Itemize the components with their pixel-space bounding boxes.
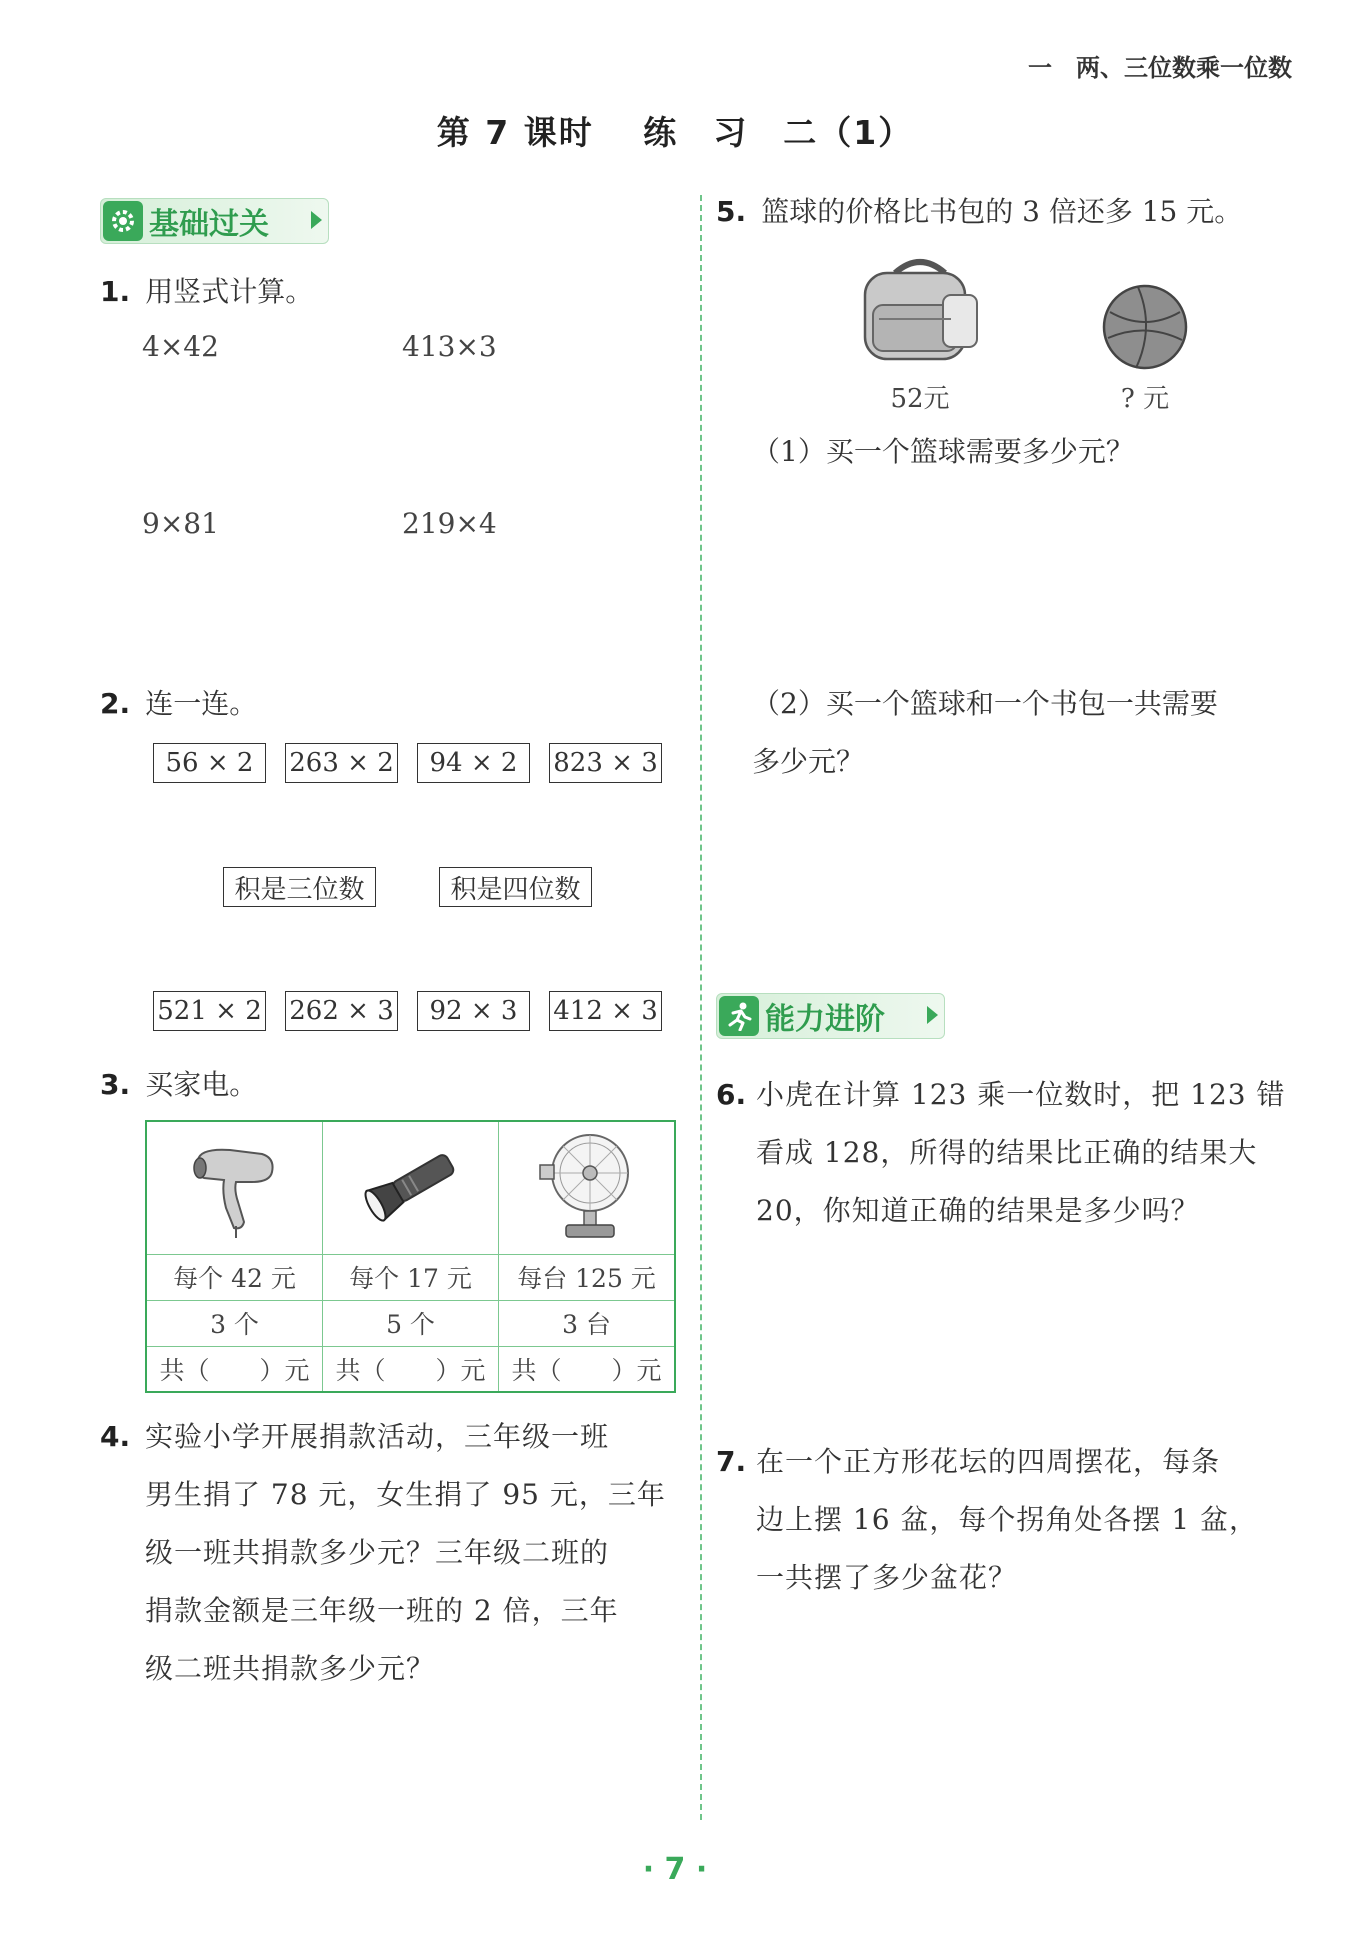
text-line: 20，你知道正确的结果是多少吗？ — [756, 1194, 1200, 1227]
calc-item: 413×3 — [402, 330, 497, 363]
lesson-name: 练 习 二（1） — [643, 113, 914, 152]
price-cell: 每台 125 元 — [499, 1254, 676, 1300]
question-6-text — [756, 1066, 1316, 1240]
appliance-table — [145, 1120, 676, 1393]
sub-question-2-line-2: 多少元？ — [752, 745, 865, 778]
expression-box[interactable]: 412 × 3 — [549, 991, 662, 1031]
question-text: 连一连。 — [145, 687, 258, 720]
question-number: 5. — [716, 195, 747, 228]
page-number: · 7 · — [642, 1852, 708, 1887]
total-answer-cell[interactable]: 共（ ）元 — [323, 1346, 499, 1392]
expression-box[interactable]: 521 × 2 — [153, 991, 266, 1031]
sub-question-2-line-1: （2）买一个篮球和一个书包一共需要 — [752, 687, 1218, 720]
gear-icon — [103, 201, 143, 241]
text-line: 捐款金额是三年级一班的 2 倍，三年 — [145, 1594, 619, 1627]
product-cell — [499, 1121, 676, 1254]
question-text: 篮球的价格比书包的 3 倍还多 15 元。 — [761, 195, 1243, 228]
expression-box[interactable]: 94 × 2 — [417, 743, 530, 783]
quantity-cell: 3 台 — [499, 1300, 676, 1346]
text-line: 在一个正方形花坛的四周摆花，每条 — [756, 1445, 1221, 1478]
expression-box[interactable]: 823 × 3 — [549, 743, 662, 783]
question-3 — [100, 1063, 257, 1103]
expression-box[interactable]: 262 × 3 — [285, 991, 398, 1031]
price-row — [146, 1254, 675, 1300]
question-number: 1. — [100, 275, 131, 308]
lesson-number: 第 7 课时 — [436, 113, 594, 152]
quantity-row — [146, 1300, 675, 1346]
section-tag-advanced-label: 能力进阶 — [765, 1002, 885, 1037]
hair-dryer-icon — [180, 1130, 290, 1240]
question-text: 买家电。 — [145, 1068, 258, 1101]
text-line: 级一班共捐款多少元？三年级二班的 — [145, 1536, 610, 1569]
chapter-header: 一 两、三位数乘一位数 — [1028, 54, 1292, 82]
text-line: 看成 128，所得的结果比正确的结果大 — [756, 1136, 1258, 1169]
question-number: 2. — [100, 687, 131, 720]
expression-box[interactable]: 56 × 2 — [153, 743, 266, 783]
question-5 — [716, 190, 1242, 230]
question-7-text — [756, 1433, 1316, 1607]
product-label-box[interactable]: 积是四位数 — [439, 867, 592, 907]
running-person-icon — [719, 996, 759, 1036]
quantity-cell: 5 个 — [323, 1300, 499, 1346]
product-cell — [323, 1121, 499, 1254]
total-row — [146, 1346, 675, 1392]
flashlight-icon — [356, 1130, 466, 1240]
expression-box[interactable]: 263 × 2 — [285, 743, 398, 783]
question-number: 6. — [716, 1078, 747, 1111]
text-line: 一共摆了多少盆花？ — [756, 1561, 1018, 1594]
fan-icon — [532, 1125, 642, 1245]
question-number: 7. — [716, 1445, 747, 1478]
question-1 — [100, 270, 313, 310]
tag-arrow-icon — [927, 1006, 938, 1024]
calc-item: 4×42 — [142, 330, 219, 363]
section-tag-basic — [100, 198, 329, 244]
section-tag-advanced — [716, 993, 945, 1039]
text-line: 边上摆 16 盆，每个拐角处各摆 1 盆， — [756, 1503, 1259, 1536]
total-answer-cell[interactable]: 共（ ）元 — [499, 1346, 676, 1392]
question-2 — [100, 682, 257, 722]
text-line: 男生捐了 78 元，女生捐了 95 元，三年 — [145, 1478, 666, 1511]
question-number: 3. — [100, 1068, 131, 1101]
question-4-text — [145, 1408, 685, 1698]
quantity-cell: 3 个 — [146, 1300, 323, 1346]
sub-question-1: （1）买一个篮球需要多少元？ — [752, 435, 1134, 468]
image-row — [146, 1121, 675, 1254]
backpack-icon — [855, 255, 985, 365]
basketball-price: ? 元 — [1120, 384, 1170, 414]
question-text: 用竖式计算。 — [145, 275, 314, 308]
basketball-icon — [1100, 282, 1190, 372]
tag-arrow-icon — [311, 211, 322, 229]
text-line: 实验小学开展捐款活动，三年级一班 — [145, 1420, 610, 1453]
expression-box[interactable]: 92 × 3 — [417, 991, 530, 1031]
total-answer-cell[interactable]: 共（ ）元 — [146, 1346, 323, 1392]
calc-item: 9×81 — [142, 507, 219, 540]
column-divider — [700, 195, 702, 1820]
price-cell: 每个 42 元 — [146, 1254, 323, 1300]
backpack-price: 52元 — [890, 384, 950, 414]
question-number: 4. — [100, 1420, 131, 1453]
calc-item: 219×4 — [402, 507, 497, 540]
product-cell — [146, 1121, 323, 1254]
lesson-title — [0, 107, 1350, 154]
product-label-box[interactable]: 积是三位数 — [223, 867, 376, 907]
text-line: 级二班共捐款多少元？ — [145, 1652, 436, 1685]
price-cell: 每个 17 元 — [323, 1254, 499, 1300]
section-tag-basic-label: 基础过关 — [149, 207, 269, 242]
text-line: 小虎在计算 123 乘一位数时，把 123 错 — [756, 1078, 1286, 1111]
